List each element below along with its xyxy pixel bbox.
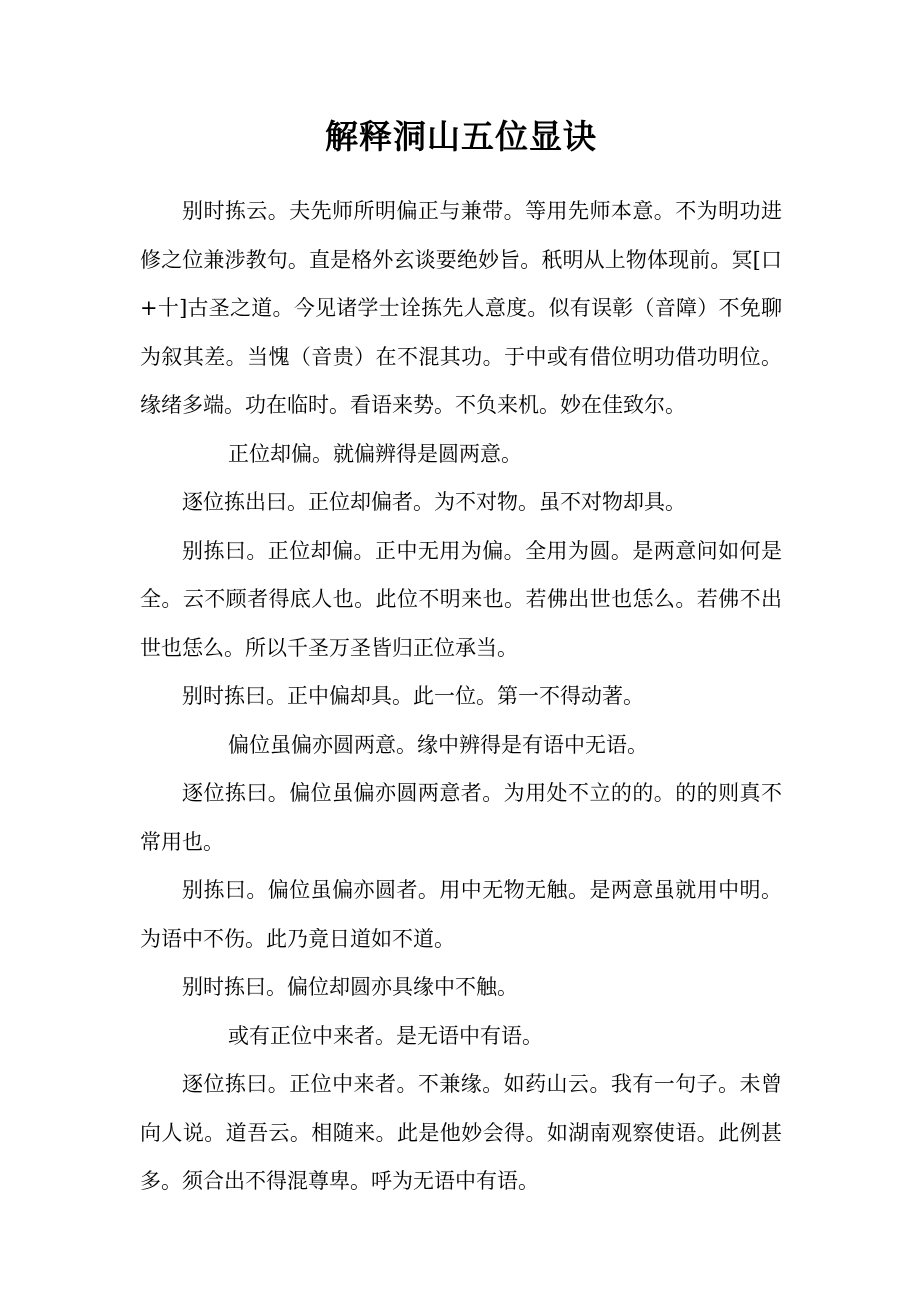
paragraph: 逐位拣曰。正位中来者。不兼缘。如药山云。我有一句子。未曾向人说。道吾云。相随来。此是他妙会得。如湖南观察使语。此例甚多。须合出不得混尊卑。呼为无语中有语。 bbox=[140, 1072, 782, 1193]
paragraph: 别时拣曰。正中偏却具。此一位。第一不得动著。 bbox=[182, 684, 644, 708]
paragraph-heading-zhengwei-zhonglai: 或有正位中来者。是无语中有语。 bbox=[228, 1023, 543, 1048]
paragraph: 别拣曰。偏位虽偏亦圆者。用中无物无触。是两意虽就用中明。为语中不伤。此乃竟日道如不道。 bbox=[140, 878, 782, 951]
paragraph: 别拣曰。正位却偏。正中无用为偏。全用为圆。是两意问如何是全。云不顾者得底人也。此位不明来也。若佛出世也恁么。若佛不出世也恁么。所以千圣万圣皆归正位承当。 bbox=[140, 538, 782, 660]
paragraph-heading-pianwei-suipian: 偏位虽偏亦圆两意。缘中辨得是有语中无语。 bbox=[228, 732, 648, 757]
paragraph-heading-zhengwei-quepian: 正位却偏。就偏辨得是圆两意。 bbox=[228, 441, 522, 466]
document-body bbox=[140, 187, 782, 1206]
paragraph: 别时拣曰。偏位却圆亦具缘中不触。 bbox=[182, 975, 518, 999]
paragraph: 逐位拣曰。偏位虽偏亦圆两意者。为用处不立的的。的的则真不常用也。 bbox=[140, 781, 782, 854]
paragraph: 逐位拣出曰。正位却偏者。为不对物。虽不对物却具。 bbox=[182, 490, 686, 514]
page-title: 解释洞山五位显诀 bbox=[325, 117, 597, 156]
paragraph-intro: 别时拣云。夫先师所明偏正与兼带。等用先师本意。不为明功进修之位兼涉教句。直是格外玄谈要绝妙旨。秖明从上物体现前。冥[口+十]古圣之道。今见诸学士诠拣先人意度。似有误彰（音障）不免聊为叙其差。当愧（音贵）在不混其功。于中或有借位明功借功明位。缘绪多端。功在临时。看语来势。不负来机。妙在佳致尔。 bbox=[140, 199, 782, 417]
